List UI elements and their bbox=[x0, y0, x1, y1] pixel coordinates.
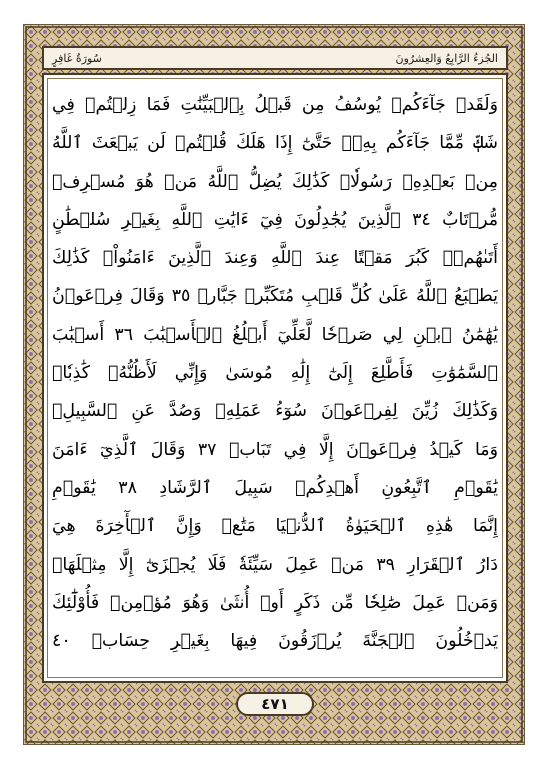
text-line: يَدۡخُلُونَ ٱلۡجَنَّةَ يُرۡزَقُونَ فِيهَا بِغَيۡرِ حِسَابٖ ٤٠ bbox=[52, 631, 498, 652]
surah-name: سُورَةُ غَافِرٍ bbox=[52, 51, 102, 65]
text-line: ٱلسَّمَٰوَٰتِ فَأَطَّلِعَ إِلَىٰٓ إِلَٰهِ مُوسَىٰ وَإِنِّي لَأَظُنُّهُۥ كَٰذِبٗاۚ bbox=[52, 363, 498, 384]
text-line: مُّرۡتَابٌ ٣٤ ٱلَّذِينَ يُجَٰدِلُونَ فِيٓ ءَايَٰتِ ٱللَّهِ بِغَيۡرِ سُلۡطَٰنٍ bbox=[52, 209, 498, 230]
text-line: يَطۡبَعُ ٱللَّهُ عَلَىٰ كُلِّ قَلۡبِ مُتَكَبِّرٖ جَبَّارٖ ٣٥ وَقَالَ فِرۡعَوۡنُ bbox=[52, 286, 498, 307]
text-line: يَٰهَٰمَٰنُ ٱبۡنِ لِي صَرۡحٗا لَّعَلِّيٓ أَبۡلُغُ ٱلۡأَسۡبَٰبَ ٣٦ أَسۡبَٰبَ bbox=[52, 324, 498, 345]
text-line: وَلَقَدۡ جَآءَكُمۡ يُوسُفُ مِن قَبۡلُ بِٱلۡبَيِّنَٰتِ فَمَا زِلۡتُمۡ فِي bbox=[52, 95, 498, 115]
page-header bbox=[42, 46, 508, 70]
text-line: شَكّٖ مِّمَّا جَآءَكُم بِهِۦۖ حَتَّىٰٓ إِذَا هَلَكَ قُلۡتُمۡ لَن يَبۡعَثَ ٱللَّهُ bbox=[52, 133, 498, 154]
juz-name: الجُزءُ الرَّابِعُ وَالعِشرُونَ bbox=[395, 51, 498, 65]
text-line: إِنَّمَا هَٰذِهِ ٱلۡحَيَوٰةُ ٱلدُّنۡيَا مَتَٰعٞ وَإِنَّ ٱلۡأٓخِرَةَ هِيَ bbox=[52, 516, 498, 537]
text-line: وَكَذَٰلِكَ زُيِّنَ لِفِرۡعَوۡنَ سُوٓءُ عَمَلِهِۦ وَصُدَّ عَنِ ٱلسَّبِيلِۚ bbox=[52, 401, 498, 422]
text-line: مِنۢ بَعۡدِهِۦ رَسُولٗاۚ كَذَٰلِكَ يُضِلُّ ٱللَّهُ مَنۡ هُوَ مُسۡرِفٞ bbox=[52, 171, 498, 192]
text-line: أَتَىٰهُمۡۖ كَبُرَ مَقۡتًا عِندَ ٱللَّهِ وَعِندَ ٱلَّذِينَ ءَامَنُواْۚ كَذَٰلِكَ bbox=[52, 248, 498, 269]
page-number: ٤٧١ bbox=[261, 695, 289, 713]
text-line: يَٰقَوۡمِ ٱتَّبِعُونِ أَهۡدِكُمۡ سَبِيلَ ٱلرَّشَادِ ٣٨ يَٰقَوۡمِ bbox=[52, 477, 498, 498]
page-number-badge bbox=[236, 692, 314, 716]
text-line: دَارُ ٱلۡقَرَارِ ٣٩ مَنۡ عَمِلَ سَيِّئَةٗ فَلَا يُجۡزَىٰٓ إِلَّا مِثۡلَهَاۖ bbox=[52, 554, 498, 575]
text-line: وَمَا كَيۡدُ فِرۡعَوۡنَ إِلَّا فِي تَبَابٖ ٣٧ وَقَالَ ٱلَّذِيٓ ءَامَنَ bbox=[52, 439, 498, 460]
text-line: وَمَنۡ عَمِلَ صَٰلِحٗا مِّن ذَكَرٍ أَوۡ أُنثَىٰ وَهُوَ مُؤۡمِنٞ فَأُوْلَٰٓئِكَ bbox=[52, 592, 498, 613]
quran-text-block bbox=[52, 86, 498, 660]
